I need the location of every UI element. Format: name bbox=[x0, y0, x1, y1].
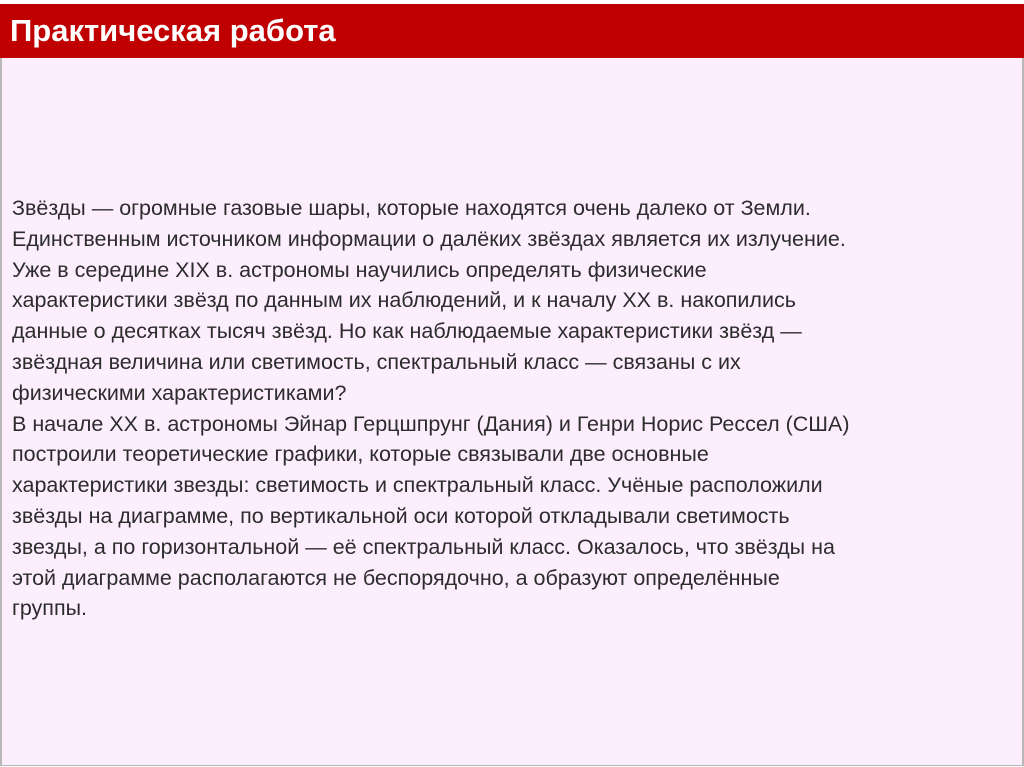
text-line: звёздная величина или светимость, спектральный класс — связаны с их bbox=[12, 349, 741, 374]
text-line: данные о десятках тысяч звёзд. Но как наблюдаемые характеристики звёзд — bbox=[12, 319, 802, 344]
slide-title: Практическая работа bbox=[10, 13, 336, 48]
text-line: звёзды на диаграмме, по вертикальной оси которой откладывали светимость bbox=[12, 503, 790, 528]
text-line: Уже в середине XIX в. астрономы научились определять физические bbox=[12, 257, 707, 282]
text-line: характеристики звезды: светимость и спектральный класс. Учёные расположили bbox=[12, 473, 823, 498]
text-line: В начале XX в. астрономы Эйнар Герцшпрунг (Дания) и Генри Норис Рессел (США) bbox=[12, 411, 850, 436]
text-line: Единственным источником информации о далёких звёздах является их излучение. bbox=[12, 226, 846, 251]
body-text bbox=[12, 193, 1017, 624]
paragraph-1 bbox=[12, 193, 1017, 409]
title-bar bbox=[0, 4, 1024, 58]
text-line: построили теоретические графики, которые связывали две основные bbox=[12, 442, 709, 467]
text-line: физическими характеристиками? bbox=[12, 380, 347, 405]
content-panel bbox=[0, 58, 1024, 766]
paragraph-2 bbox=[12, 409, 1017, 625]
text-line: Звёзды — огромные газовые шары, которые находятся очень далеко от Земли. bbox=[12, 196, 811, 220]
text-line: характеристики звёзд по данным их наблюдений, и к началу XX в. накопились bbox=[12, 288, 796, 313]
text-line: группы. bbox=[12, 596, 88, 621]
text-line: этой диаграмме располагаются не беспорядочно, а образуют определённые bbox=[12, 565, 780, 590]
text-line: звезды, а по горизонтальной — её спектральный класс. Оказалось, что звёзды на bbox=[12, 534, 835, 559]
